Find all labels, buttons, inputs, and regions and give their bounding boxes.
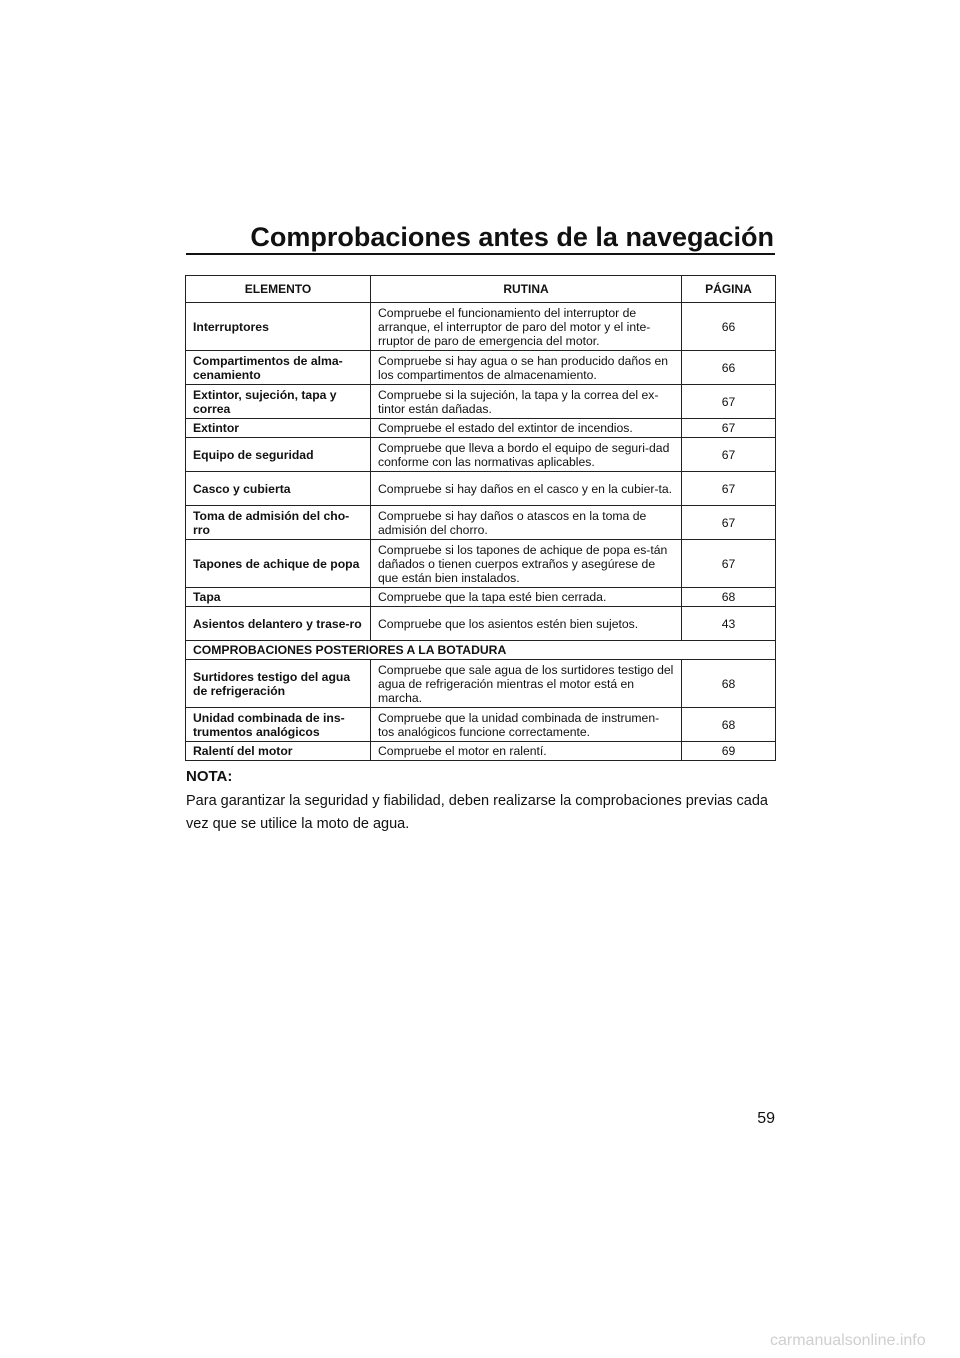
row-item: Casco y cubierta	[186, 472, 371, 506]
table-row	[186, 303, 776, 351]
row-item: Unidad combinada de ins-trumentos analógicos	[186, 708, 371, 742]
table-header-row	[186, 276, 776, 303]
row-routine: Compruebe que la tapa esté bien cerrada.	[371, 588, 682, 607]
table-row	[186, 385, 776, 419]
table-row	[186, 472, 776, 506]
row-page: 67	[682, 385, 776, 419]
row-routine: Compruebe si la sujeción, la tapa y la correa del ex-tintor están dañadas.	[371, 385, 682, 419]
row-routine: Compruebe si los tapones de achique de popa es-tán dañados o tienen cuerpos extraños y asegúrese de que están bien instalados.	[371, 540, 682, 588]
row-item: Surtidores testigo del agua de refrigeración	[186, 660, 371, 708]
row-page: 68	[682, 660, 776, 708]
page-number: 59	[757, 1110, 775, 1127]
row-page: 67	[682, 472, 776, 506]
row-item: Equipo de seguridad	[186, 438, 371, 472]
row-page: 69	[682, 742, 776, 761]
row-item: Ralentí del motor	[186, 742, 371, 761]
row-page: 43	[682, 607, 776, 641]
row-item: Tapones de achique de popa	[186, 540, 371, 588]
table-row	[186, 438, 776, 472]
row-item: Compartimentos de alma-cenamiento	[186, 351, 371, 385]
section-title: COMPROBACIONES POSTERIORES A LA BOTADURA	[186, 641, 776, 660]
row-routine: Compruebe que lleva a bordo el equipo de seguri-dad conforme con las normativas aplicables.	[371, 438, 682, 472]
table-row	[186, 351, 776, 385]
page-title: Comprobaciones antes de la navegación	[250, 222, 774, 252]
row-routine: Compruebe si hay daños o atascos en la toma de admisión del chorro.	[371, 506, 682, 540]
table-row	[186, 588, 776, 607]
table-row	[186, 506, 776, 540]
section-row	[186, 641, 776, 660]
row-item: Interruptores	[186, 303, 371, 351]
table-row	[186, 708, 776, 742]
row-routine: Compruebe que la unidad combinada de instrumen-tos analógicos funcione correctamente.	[371, 708, 682, 742]
row-routine: Compruebe que los asientos estén bien sujetos.	[371, 607, 682, 641]
row-page: 66	[682, 351, 776, 385]
row-page: 67	[682, 506, 776, 540]
table-row	[186, 540, 776, 588]
row-item: Tapa	[186, 588, 371, 607]
note-title: NOTA:	[186, 768, 233, 785]
note-text: Para garantizar la seguridad y fiabilidad, deben realizarse la comprobaciones previas cada vez que se utilice la moto de agua.	[186, 793, 768, 832]
pre-operation-checklist-table	[185, 275, 776, 761]
row-routine: Compruebe si hay daños en el casco y en la cubier-ta.	[371, 472, 682, 506]
row-item: Toma de admisión del cho-rro	[186, 506, 371, 540]
row-routine: Compruebe si hay agua o se han producido daños en los compartimentos de almacenamiento.	[371, 351, 682, 385]
title-underline	[186, 253, 775, 255]
row-routine: Compruebe el funcionamiento del interruptor de arranque, el interruptor de paro del motor y el inte-rruptor de paro de emergencia del motor.	[371, 303, 682, 351]
watermark: carmanualsonline.info	[770, 1332, 926, 1349]
row-routine: Compruebe el estado del extintor de incendios.	[371, 419, 682, 438]
row-item: Asientos delantero y trase-ro	[186, 607, 371, 641]
header-routine: RUTINA	[371, 276, 682, 303]
row-item: Extintor	[186, 419, 371, 438]
row-routine: Compruebe el motor en ralentí.	[371, 742, 682, 761]
row-page: 67	[682, 540, 776, 588]
row-page: 66	[682, 303, 776, 351]
header-element: ELEMENTO	[186, 276, 371, 303]
header-page: PÁGINA	[682, 276, 776, 303]
table-row	[186, 607, 776, 641]
row-item: Extintor, sujeción, tapa y correa	[186, 385, 371, 419]
table-row	[186, 742, 776, 761]
row-page: 68	[682, 588, 776, 607]
table-row	[186, 660, 776, 708]
row-page: 67	[682, 438, 776, 472]
row-routine: Compruebe que sale agua de los surtidores testigo del agua de refrigeración mientras el motor está en marcha.	[371, 660, 682, 708]
row-page: 68	[682, 708, 776, 742]
row-page: 67	[682, 419, 776, 438]
table-row	[186, 419, 776, 438]
